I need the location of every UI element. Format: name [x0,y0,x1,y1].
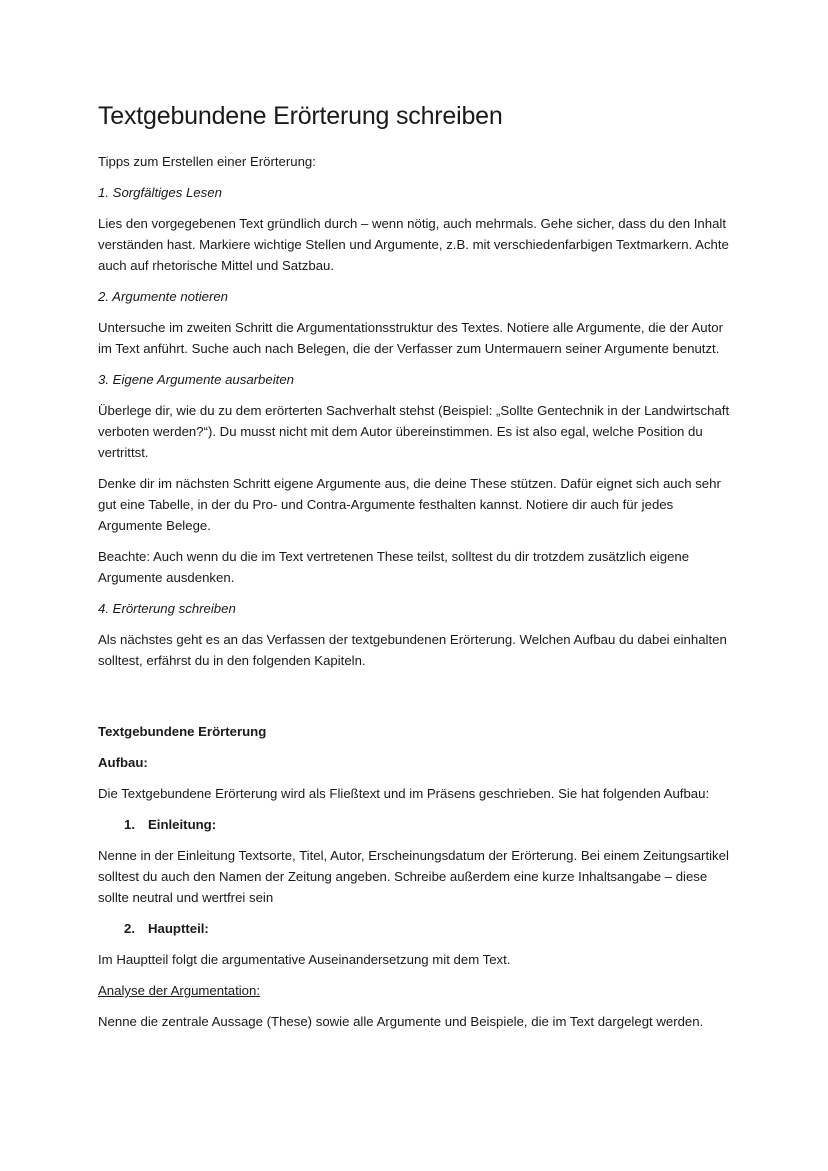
step3-paragraph-1: Überlege dir, wie du zu dem erörterten Sachverhalt stehst (Beispiel: „Sollte Gentechnik in der Landwirtschaft verboten werden?“). Du musst nicht mit dem Autor übereinstimmen. Es ist also egal, welche Position du vertrittst. [98,403,730,460]
item-label: Einleitung: [148,817,217,832]
step3-paragraph-3: Beachte: Auch wenn du die im Text vertretenen These teilst, solltest du dir trotzdem zusätzlich eigene Argumente ausdenken. [98,549,690,585]
document-page [98,96,738,1042]
intro-text: Tipps zum Erstellen einer Erörterung: [98,154,316,169]
analyse-paragraph: Nenne die zentrale Aussage (These) sowie alle Argumente und Beispiele, die im Text dargelegt werden. [98,1014,704,1029]
page-title: Textgebundene Erörterung schreiben [98,102,503,130]
aufbau-heading: Aufbau: [98,755,148,770]
item-number: 1. [124,817,135,832]
step4-paragraph: Als nächstes geht es an das Verfassen der textgebundenen Erörterung. Welchen Aufbau du dabei einhalten solltest, erfährst du in den folgenden Kapiteln. [98,632,727,668]
einleitung-paragraph: Nenne in der Einleitung Textsorte, Titel, Autor, Erscheinungsdatum der Erörterung. Bei einem Zeitungsartikel solltest du auch den Namen der Zeitung angeben. Schreibe außerdem eine kurze Inhaltsangabe – diese sollte neutral und wertfrei sein [98,848,729,905]
item-number: 2. [124,921,135,936]
section2-heading: Textgebundene Erörterung [98,724,267,739]
numbered-item-einleitung [98,814,738,835]
step1-heading: 1. Sorgfältiges Lesen [98,185,222,200]
step1-paragraph: Lies den vorgegebenen Text gründlich durch – wenn nötig, auch mehrmals. Gehe sicher, dass du den Inhalt verständen hast. Markiere wichtige Stellen und Argumente, z.B. mit verschiedenfarbigen Textmarkern. Achte auch auf rhetorische Mittel und Satzbau. [98,216,729,273]
step2-paragraph: Untersuche im zweiten Schritt die Argumentationsstruktur des Textes. Notiere alle Argumente, die der Autor im Text anführt. Suche auch nach Belegen, die der Verfasser zum Untermauern seiner Argumente benutzt. [98,320,724,356]
step3-heading: 3. Eigene Argumente ausarbeiten [98,372,294,387]
section-spacer [98,681,738,721]
hauptteil-paragraph: Im Hauptteil folgt die argumentative Auseinandersetzung mit dem Text. [98,952,511,967]
numbered-item-hauptteil [98,918,738,939]
step4-heading: 4. Erörterung schreiben [98,601,236,616]
aufbau-paragraph: Die Textgebundene Erörterung wird als Fließtext und im Präsens geschrieben. Sie hat folgenden Aufbau: [98,786,710,801]
step3-paragraph-2: Denke dir im nächsten Schritt eigene Argumente aus, die deine These stützen. Dafür eignet sich auch sehr gut eine Tabelle, in der du Pro- und Contra-Argumente festhalten kannst. Notiere dir auch für jedes Argumente Belege. [98,476,721,533]
item-label: Hauptteil: [148,921,209,936]
step2-heading: 2. Argumente notieren [98,289,229,304]
analyse-heading: Analyse der Argumentation: [98,983,261,998]
